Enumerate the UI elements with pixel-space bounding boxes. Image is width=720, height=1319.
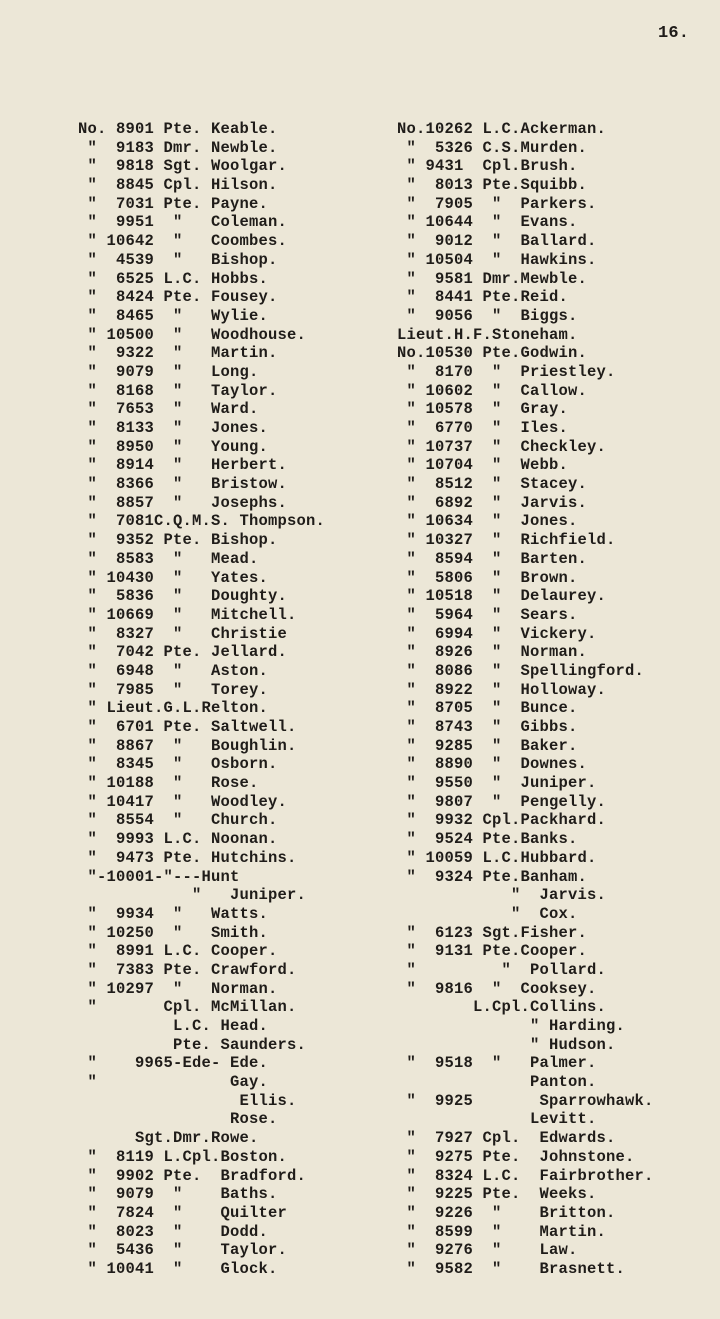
roll-entry: " 6892 " Jarvis. xyxy=(397,493,588,512)
roll-entry: " 8013 Pte.Squibb. xyxy=(397,176,588,195)
roll-entry: " Hudson. xyxy=(397,1035,616,1054)
roll-entry: " 8424 Pte. Fousey. xyxy=(78,288,278,307)
roll-entry: " 10297 " Norman. xyxy=(78,979,278,998)
roll-entry: " 7031 Pte. Payne. xyxy=(78,194,269,213)
roll-entry: " 10642 " Coombes. xyxy=(78,232,288,251)
roll-entry: " 7824 " Quilter xyxy=(78,1203,288,1222)
roll-entry: Sgt.Dmr.Rowe. xyxy=(78,1129,259,1148)
roll-entry: " 8441 Pte.Reid. xyxy=(397,288,569,307)
roll-entry: " " Pollard. xyxy=(397,960,607,979)
roll-entry: " 5836 " Doughty. xyxy=(78,587,288,606)
roll-entry: " 9322 " Martin. xyxy=(78,344,278,363)
roll-entry: " 9518 " Palmer. xyxy=(397,1054,597,1073)
roll-entry: " 9079 " Long. xyxy=(78,362,259,381)
page-number: 16. xyxy=(658,24,690,43)
roll-entry: " 8594 " Barten. xyxy=(397,549,588,568)
right-roll-column xyxy=(397,120,654,1279)
roll-entry: " 9431 Cpl.Brush. xyxy=(397,157,578,176)
roll-entry: " 8857 " Josephs. xyxy=(78,493,288,512)
roll-entry: " 8170 " Priestley. xyxy=(397,362,616,381)
roll-entry: " 9932 Cpl.Packhard. xyxy=(397,811,607,830)
roll-entry: " 10188 " Rose. xyxy=(78,774,259,793)
roll-entry: " 8867 " Boughlin. xyxy=(78,736,297,755)
roll-entry: " 7081C.Q.M.S. Thompson. xyxy=(78,512,326,531)
roll-entry: " 5806 " Brown. xyxy=(397,568,578,587)
roll-entry: " 9056 " Biggs. xyxy=(397,306,578,325)
roll-entry: " Lieut.G.L.Relton. xyxy=(78,699,269,718)
roll-entry: " 8345 " Osborn. xyxy=(78,755,278,774)
roll-entry: " 10518 " Delaurey. xyxy=(397,587,607,606)
roll-entry: " 8583 " Mead. xyxy=(78,549,259,568)
roll-entry: " 8845 Cpl. Hilson. xyxy=(78,176,278,195)
roll-entry: " 8599 " Martin. xyxy=(397,1222,607,1241)
roll-entry: " 6123 Sgt.Fisher. xyxy=(397,923,588,942)
roll-entry: " Cpl. McMillan. xyxy=(78,998,297,1017)
roll-entry: L.Cpl.Collins. xyxy=(397,998,607,1017)
roll-entry: " 10737 " Checkley. xyxy=(397,437,607,456)
roll-entry: " 7927 Cpl. Edwards. xyxy=(397,1129,616,1148)
roll-entry: " 9818 Sgt. Woolgar. xyxy=(78,157,288,176)
roll-entry: " 8133 " Jones. xyxy=(78,419,269,437)
roll-entry: " 9582 " Brasnett. xyxy=(397,1259,626,1278)
roll-entry: " 9079 " Baths. xyxy=(78,1185,278,1204)
roll-entry: " 10430 " Yates. xyxy=(78,568,269,587)
roll-entry: " 9993 L.C. Noonan. xyxy=(78,830,278,849)
roll-entry: " 8512 " Stacey. xyxy=(397,475,588,494)
roll-entry: " 10504 " Hawkins. xyxy=(397,250,597,269)
roll-entry: " 9276 " Law. xyxy=(397,1241,578,1260)
roll-entry: " 8890 " Downes. xyxy=(397,755,588,774)
roll-entry: " 10704 " Webb. xyxy=(397,456,569,475)
roll-entry: " Jarvis. xyxy=(397,886,607,905)
roll-entry: " 8926 " Norman. xyxy=(397,643,588,662)
roll-entry: "-10001-"---Hunt xyxy=(78,867,240,886)
roll-entry: " 9183 Dmr. Newble. xyxy=(78,138,278,157)
roll-entry: " 8922 " Holloway. xyxy=(397,680,607,699)
roll-entry: " Juniper. xyxy=(78,886,307,905)
roll-entry: " 9951 " Coleman. xyxy=(78,213,288,232)
roll-entry: " 7383 Pte. Crawford. xyxy=(78,960,297,979)
roll-entry: " 10041 " Glock. xyxy=(78,1259,278,1278)
roll-entry: " 8554 " Church. xyxy=(78,811,278,830)
roll-entry: " 8119 L.Cpl.Boston. xyxy=(78,1147,288,1166)
roll-entry: Panton. xyxy=(397,1073,597,1092)
roll-entry: " 8366 " Bristow. xyxy=(78,475,288,494)
roll-entry: " Gay. xyxy=(78,1073,269,1092)
roll-entry: " 6770 " Iles. xyxy=(397,419,569,437)
left-roll-column xyxy=(78,120,325,1279)
roll-entry: " 10500 " Woodhouse. xyxy=(78,325,307,344)
roll-entry: " 10634 " Jones. xyxy=(397,512,578,531)
roll-entry: " 6994 " Vickery. xyxy=(397,624,597,643)
roll-entry: " 9581 Dmr.Mewble. xyxy=(397,269,588,288)
roll-entry: No.10530 Pte.Godwin. xyxy=(397,344,588,363)
roll-entry: " 9807 " Pengelly. xyxy=(397,792,607,811)
roll-entry: " Cox. xyxy=(397,904,578,923)
roll-entry: " 6701 Pte. Saltwell. xyxy=(78,718,297,736)
roll-entry: L.C. Head. xyxy=(78,1017,269,1035)
roll-entry: " 9902 Pte. Bradford. xyxy=(78,1166,307,1185)
roll-entry: " 7985 " Torey. xyxy=(78,680,269,699)
roll-entry: " 10578 " Gray. xyxy=(397,400,569,419)
roll-entry: " 9012 " Ballard. xyxy=(397,232,597,251)
roll-entry: Ellis. xyxy=(78,1091,297,1110)
roll-entry: " 9131 Pte.Cooper. xyxy=(397,942,588,961)
roll-entry: Rose. xyxy=(78,1110,278,1129)
roll-entry: No. 8901 Pte. Keable. xyxy=(78,120,278,138)
roll-entry: " 9934 " Watts. xyxy=(78,904,269,923)
roll-entry: " 7042 Pte. Jellard. xyxy=(78,643,288,662)
roll-entry: " 9473 Pte. Hutchins. xyxy=(78,848,297,867)
roll-entry: " 8705 " Bunce. xyxy=(397,699,578,718)
roll-entry: " 8023 " Dodd. xyxy=(78,1222,269,1241)
roll-entry: " 5964 " Sears. xyxy=(397,605,578,624)
roll-entry: " 8991 L.C. Cooper. xyxy=(78,942,278,961)
roll-entry: " 8743 " Gibbs. xyxy=(397,718,578,736)
roll-entry: " 10059 L.C.Hubbard. xyxy=(397,848,597,867)
roll-entry: " 9550 " Juniper. xyxy=(397,774,597,793)
roll-entry: " 6525 L.C. Hobbs. xyxy=(78,269,269,288)
roll-entry: " 8950 " Young. xyxy=(78,437,269,456)
roll-entry: " 6948 " Aston. xyxy=(78,661,269,680)
roll-entry: Levitt. xyxy=(397,1110,597,1129)
roll-entry: " 4539 " Bishop. xyxy=(78,250,278,269)
roll-entry: " 9524 Pte.Banks. xyxy=(397,830,578,849)
roll-entry: " 10602 " Callow. xyxy=(397,381,588,400)
roll-entry: " 9816 " Cooksey. xyxy=(397,979,597,998)
roll-entry: " 8086 " Spellingford. xyxy=(397,661,645,680)
roll-entry: " 8168 " Taylor. xyxy=(78,381,278,400)
roll-entry: " 9324 Pte.Banham. xyxy=(397,867,588,886)
roll-entry: " 5436 " Taylor. xyxy=(78,1241,288,1260)
roll-entry: " 9965-Ede- Ede. xyxy=(78,1054,269,1073)
roll-entry: " 7653 " Ward. xyxy=(78,400,259,419)
roll-entry: " 8914 " Herbert. xyxy=(78,456,288,475)
roll-entry: Pte. Saunders. xyxy=(78,1035,307,1054)
roll-entry: " 10250 " Smith. xyxy=(78,923,269,942)
roll-entry: " 10327 " Richfield. xyxy=(397,531,616,550)
roll-entry: " 7905 " Parkers. xyxy=(397,194,597,213)
roll-entry: " 5326 C.S.Murden. xyxy=(397,138,588,157)
roll-entry: " 9352 Pte. Bishop. xyxy=(78,531,278,550)
roll-entry: " 8324 L.C. Fairbrother. xyxy=(397,1166,654,1185)
roll-entry: " 9925 Sparrowhawk. xyxy=(397,1091,654,1110)
roll-entry: Lieut.H.F.Stoneham. xyxy=(397,325,578,344)
roll-entry: " 10644 " Evans. xyxy=(397,213,578,232)
roll-entry: No.10262 L.C.Ackerman. xyxy=(397,120,607,138)
roll-entry: " 9226 " Britton. xyxy=(397,1203,616,1222)
roll-entry: " 8327 " Christie xyxy=(78,624,288,643)
roll-entry: " 10669 " Mitchell. xyxy=(78,605,297,624)
roll-entry: " 8465 " Wylie. xyxy=(78,306,269,325)
roll-entry: " Harding. xyxy=(397,1017,626,1035)
roll-entry: " 9285 " Baker. xyxy=(397,736,578,755)
roll-entry: " 10417 " Woodley. xyxy=(78,792,288,811)
roll-entry: " 9225 Pte. Weeks. xyxy=(397,1185,597,1204)
roll-entry: " 9275 Pte. Johnstone. xyxy=(397,1147,635,1166)
